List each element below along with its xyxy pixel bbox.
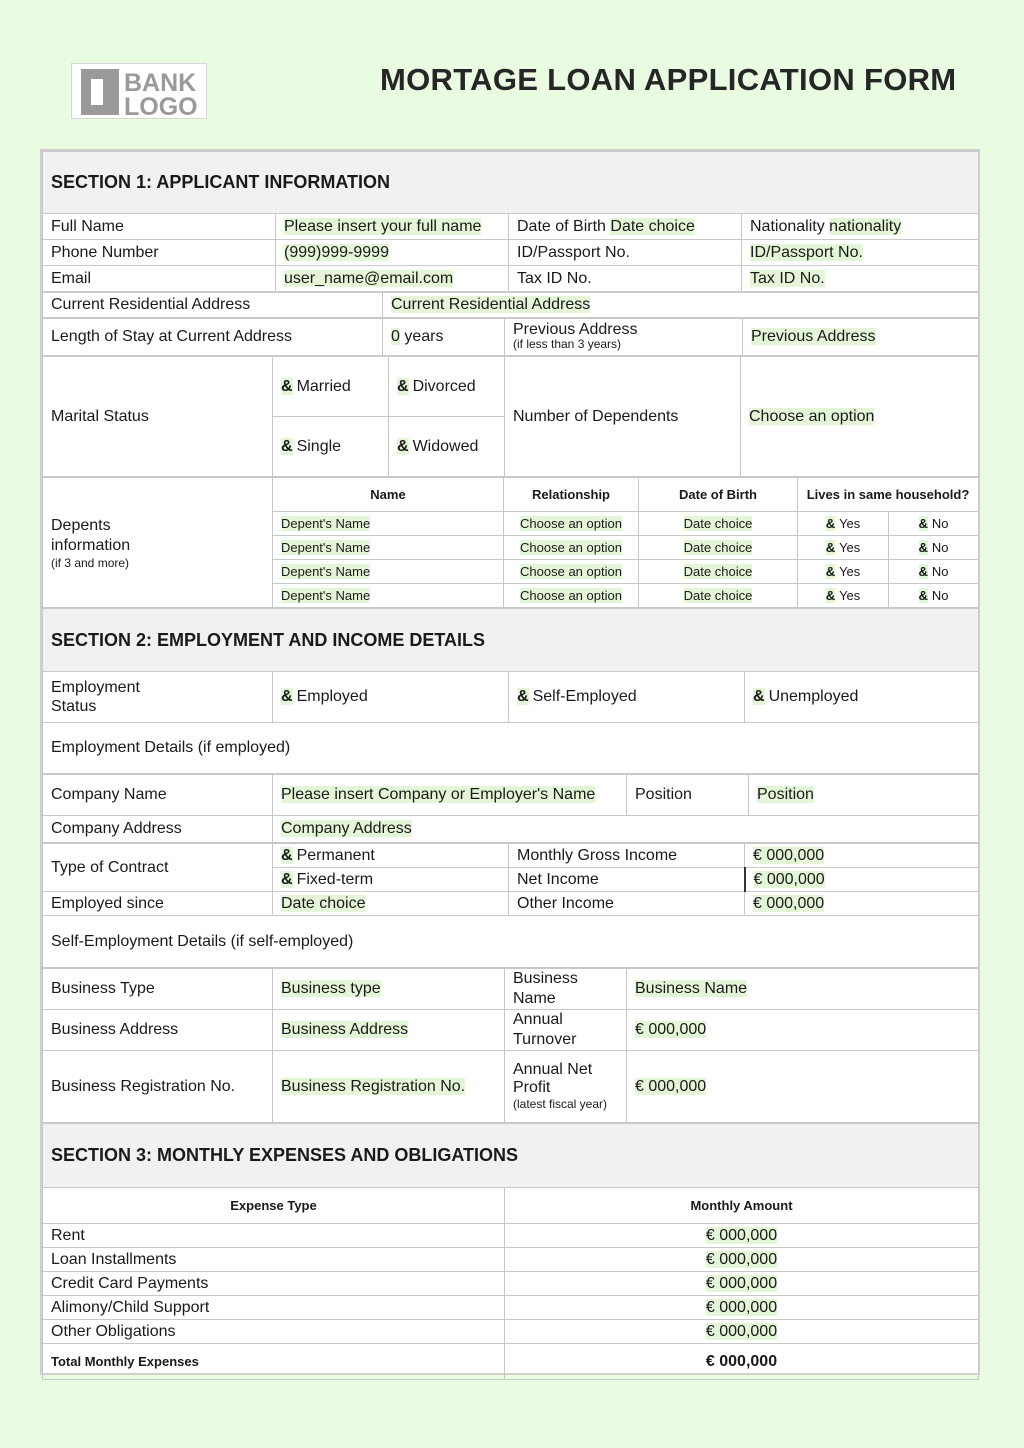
logo-line2: LOGO	[124, 93, 198, 120]
dep-name-field[interactable]	[273, 536, 504, 560]
bname-label: Business Name	[505, 969, 627, 1010]
marital-widowed[interactable]	[389, 417, 505, 477]
dep-dob-value: Date choice	[683, 516, 753, 531]
expense-type: Other Obligations	[43, 1320, 505, 1344]
expense-amount-field[interactable]	[505, 1248, 979, 1272]
since-field[interactable]	[273, 892, 509, 916]
checkbox-icon: &	[918, 516, 928, 531]
depents-label-2: information	[51, 536, 131, 554]
checkbox-icon: &	[281, 437, 293, 455]
expense-type: Loan Installments	[43, 1248, 505, 1272]
status-employed-label: Employed	[296, 688, 368, 705]
dep-name-value: Depent's Name	[281, 540, 371, 555]
business-table	[42, 968, 979, 1123]
btype-value: Business type	[281, 980, 381, 997]
table-row	[43, 1320, 979, 1344]
nationality-label: Nationality	[750, 217, 825, 235]
company-value: Please insert Company or Employer's Name	[281, 786, 596, 803]
expense-amount: € 000,000	[705, 1298, 778, 1316]
prev-value: Previous Address	[751, 328, 876, 345]
position-value: Position	[757, 786, 814, 803]
table-row	[43, 1296, 979, 1320]
checkbox-icon: &	[918, 588, 928, 603]
dep-no-label: No	[931, 516, 949, 531]
company-table	[42, 774, 979, 843]
dep-yes-label: Yes	[839, 540, 861, 555]
dep-name-value: Depent's Name	[281, 564, 371, 579]
expense-amount: € 000,000	[705, 1274, 778, 1292]
position-field[interactable]	[749, 775, 979, 816]
phone-label: Phone Number	[43, 240, 276, 266]
gross-label: Monthly Gross Income	[509, 844, 745, 868]
baddr-value: Business Address	[281, 1021, 409, 1038]
dep-relationship-select[interactable]	[504, 560, 639, 584]
status-self-employed-label: Self-Employed	[532, 688, 637, 705]
bank-logo	[71, 63, 207, 119]
other-income-field[interactable]	[745, 892, 979, 916]
stay-label: Length of Stay at Current Address	[43, 319, 383, 356]
email-field[interactable]	[276, 266, 509, 292]
section1-heading: SECTION 1: APPLICANT INFORMATION	[43, 152, 979, 214]
dep-dob-value: Date choice	[683, 588, 753, 603]
company-field[interactable]	[273, 775, 627, 816]
contract-label: Type of Contract	[43, 844, 273, 892]
btype-label: Business Type	[43, 969, 273, 1010]
marital-widowed-label: Widowed	[412, 437, 479, 455]
contract-fixed-term-label: Fixed-term	[296, 870, 374, 888]
dep-relationship-value: Choose an option	[520, 564, 622, 579]
dep-yes-checkbox[interactable]	[798, 512, 889, 536]
id-value: ID/Passport No.	[750, 243, 863, 261]
dep-dob-field[interactable]	[639, 560, 798, 584]
marital-married[interactable]	[273, 357, 389, 417]
page-title: MORTAGE LOAN APPLICATION FORM	[380, 62, 957, 97]
checkbox-icon: &	[825, 564, 836, 579]
dob-field[interactable]	[509, 214, 742, 240]
section1-address-table	[42, 292, 979, 318]
dep-header-household: Lives in same household?	[798, 478, 979, 512]
gross-value: € 000,000	[753, 846, 825, 864]
dep-dob-field[interactable]	[639, 512, 798, 536]
other-income-label: Other Income	[509, 892, 745, 916]
dep-no-label: No	[931, 564, 949, 579]
checkbox-icon: &	[281, 377, 293, 395]
id-label: ID/Passport No.	[509, 240, 742, 266]
dependents-select[interactable]	[741, 357, 979, 477]
dep-name-field[interactable]	[273, 512, 504, 536]
checkbox-icon: &	[281, 688, 293, 705]
btype-field[interactable]	[273, 969, 505, 1010]
expense-type: Rent	[43, 1224, 505, 1248]
dep-header-name: Name	[273, 478, 504, 512]
turnover-value: € 000,000	[635, 1021, 707, 1038]
status-label-2: Status	[51, 698, 97, 715]
breg-value: Business Registration No.	[281, 1077, 466, 1095]
checkbox-icon: &	[397, 437, 409, 455]
employment-details-heading: Employment Details (if employed)	[43, 723, 979, 774]
total-value: € 000,000	[505, 1344, 979, 1380]
profit-field[interactable]	[627, 1051, 979, 1123]
company-address-field[interactable]	[273, 816, 979, 843]
checkbox-icon: &	[825, 516, 836, 531]
net-field[interactable]	[745, 868, 979, 892]
profit-label: Annual Net Profit	[513, 1061, 593, 1096]
phone-field[interactable]	[276, 240, 509, 266]
checkbox-icon: &	[397, 377, 409, 395]
status-unemployed[interactable]	[745, 672, 979, 723]
dep-name-value: Depent's Name	[281, 516, 371, 531]
logo-line1: BANK	[124, 69, 197, 97]
dep-name-value: Depent's Name	[281, 588, 371, 603]
dep-yes-label: Yes	[839, 564, 861, 579]
dep-dob-value: Date choice	[683, 540, 753, 555]
company-address-value: Company Address	[281, 820, 412, 837]
checkbox-icon: &	[825, 540, 836, 555]
address-field[interactable]	[383, 293, 979, 318]
since-label: Employed since	[43, 892, 273, 916]
baddr-label: Business Address	[43, 1010, 273, 1051]
monthly-amount-header: Monthly Amount	[505, 1188, 979, 1224]
dep-relationship-select[interactable]	[504, 536, 639, 560]
contract-table	[42, 843, 979, 968]
tax-field[interactable]	[742, 266, 979, 292]
dep-yes-checkbox[interactable]	[798, 584, 889, 608]
prev-field[interactable]	[743, 319, 979, 356]
dep-yes-checkbox[interactable]	[798, 536, 889, 560]
turnover-label: Annual Turnover	[505, 1010, 627, 1051]
dep-relationship-value: Choose an option	[520, 588, 622, 603]
expense-amount: € 000,000	[705, 1250, 778, 1268]
dob-label: Date of Birth	[517, 217, 606, 235]
other-income-value: € 000,000	[753, 894, 825, 912]
section3-table	[42, 1123, 979, 1380]
section1-stay-table	[42, 318, 979, 356]
dependents-label: Number of Dependents	[505, 357, 741, 477]
baddr-field[interactable]	[273, 1010, 505, 1051]
tax-label: Tax ID No.	[509, 266, 742, 292]
table-row	[43, 1248, 979, 1272]
profit-value: € 000,000	[635, 1077, 707, 1095]
expense-type: Alimony/Child Support	[43, 1296, 505, 1320]
marital-single-label: Single	[296, 437, 342, 455]
dep-relationship-value: Choose an option	[520, 516, 622, 531]
checkbox-icon: &	[517, 688, 529, 705]
section2-table	[42, 608, 979, 774]
id-field[interactable]	[742, 240, 979, 266]
turnover-field[interactable]	[627, 1010, 979, 1051]
dep-name-field[interactable]	[273, 584, 504, 608]
marital-divorced-label: Divorced	[412, 377, 476, 395]
expense-amount: € 000,000	[705, 1322, 778, 1340]
breg-label: Business Registration No.	[43, 1051, 273, 1123]
status-label-1: Employment	[51, 679, 140, 696]
depents-note: (if 3 and more)	[51, 555, 130, 570]
dep-no-checkbox[interactable]	[889, 512, 979, 536]
dep-no-label: No	[931, 540, 949, 555]
position-label: Position	[627, 775, 749, 816]
prev-note: (if less than 3 years)	[513, 337, 622, 351]
tax-value: Tax ID No.	[750, 269, 825, 287]
phone-value: (999)999-9999	[284, 243, 389, 261]
bname-value: Business Name	[635, 980, 748, 997]
dep-yes-label: Yes	[839, 588, 861, 603]
status-unemployed-label: Unemployed	[768, 688, 859, 705]
marital-single[interactable]	[273, 417, 389, 477]
dep-relationship-value: Choose an option	[520, 540, 622, 555]
dep-yes-label: Yes	[839, 516, 861, 531]
dep-no-label: No	[931, 588, 949, 603]
net-label: Net Income	[509, 868, 745, 892]
breg-field[interactable]	[273, 1051, 505, 1123]
stay-value-unit: years	[404, 328, 444, 345]
dep-dob-field[interactable]	[639, 536, 798, 560]
stay-field[interactable]	[383, 319, 505, 356]
dep-no-checkbox[interactable]	[889, 560, 979, 584]
section1-marital-table	[42, 356, 979, 477]
full-name-field[interactable]	[276, 214, 509, 240]
stay-value-num: 0	[391, 328, 400, 345]
dep-dob-field[interactable]	[639, 584, 798, 608]
dep-name-field[interactable]	[273, 560, 504, 584]
section2-heading: SECTION 2: EMPLOYMENT AND INCOME DETAILS	[43, 609, 979, 672]
email-label: Email	[43, 266, 276, 292]
dep-relationship-select[interactable]	[504, 584, 639, 608]
net-value: € 000,000	[753, 870, 825, 888]
application-form	[40, 149, 980, 1375]
gross-field[interactable]	[745, 844, 979, 868]
email-value: user_name@email.com	[284, 269, 454, 287]
contract-permanent[interactable]	[273, 844, 509, 868]
contract-fixed-term[interactable]	[273, 868, 509, 892]
marital-label: Marital Status	[43, 357, 273, 477]
marital-divorced[interactable]	[389, 357, 505, 417]
section3-heading: SECTION 3: MONTHLY EXPENSES AND OBLIGATIONS	[43, 1124, 979, 1188]
table-row	[43, 1272, 979, 1296]
full-name-value: Please insert your full name	[284, 217, 482, 235]
profit-note: (latest fiscal year)	[513, 1097, 608, 1111]
dep-header-dob: Date of Birth	[639, 478, 798, 512]
dep-relationship-select[interactable]	[504, 512, 639, 536]
status-self-employed[interactable]	[509, 672, 745, 723]
section1-table	[42, 151, 979, 292]
dependents-table	[42, 477, 979, 608]
bname-field[interactable]	[627, 969, 979, 1010]
expense-amount: € 000,000	[705, 1226, 778, 1244]
prev-label: Previous Address	[513, 321, 638, 338]
expense-amount-field[interactable]	[505, 1320, 979, 1344]
nationality-value: nationality	[829, 217, 902, 235]
contract-permanent-label: Permanent	[296, 846, 375, 864]
dep-no-checkbox[interactable]	[889, 536, 979, 560]
address-value: Current Residential Address	[391, 296, 591, 313]
dep-dob-value: Date choice	[683, 564, 753, 579]
checkbox-icon: &	[281, 846, 293, 864]
marital-married-label: Married	[296, 377, 351, 395]
total-label: Total Monthly Expenses	[43, 1344, 505, 1380]
expense-amount-field[interactable]	[505, 1272, 979, 1296]
checkbox-icon: &	[918, 564, 928, 579]
expense-amount-field[interactable]	[505, 1296, 979, 1320]
since-value: Date choice	[281, 894, 366, 912]
dep-header-relationship: Relationship	[504, 478, 639, 512]
checkbox-icon: &	[825, 588, 836, 603]
nationality-field[interactable]	[742, 214, 979, 240]
dep-yes-checkbox[interactable]	[798, 560, 889, 584]
self-employment-heading: Self-Employment Details (if self-employed)	[43, 916, 979, 968]
expense-type: Credit Card Payments	[43, 1272, 505, 1296]
address-label: Current Residential Address	[43, 293, 383, 318]
expense-type-header: Expense Type	[43, 1188, 505, 1224]
dob-value: Date choice	[610, 217, 695, 235]
checkbox-icon: &	[918, 540, 928, 555]
table-row	[43, 1224, 979, 1248]
dependents-value: Choose an option	[749, 407, 875, 425]
dep-no-checkbox[interactable]	[889, 584, 979, 608]
full-name-label: Full Name	[43, 214, 276, 240]
expense-amount-field[interactable]	[505, 1224, 979, 1248]
company-label: Company Name	[43, 775, 273, 816]
checkbox-icon: &	[281, 870, 293, 888]
status-employed[interactable]	[273, 672, 509, 723]
company-address-label: Company Address	[43, 816, 273, 843]
checkbox-icon: &	[753, 688, 765, 705]
depents-label-1: Depents	[51, 516, 111, 534]
